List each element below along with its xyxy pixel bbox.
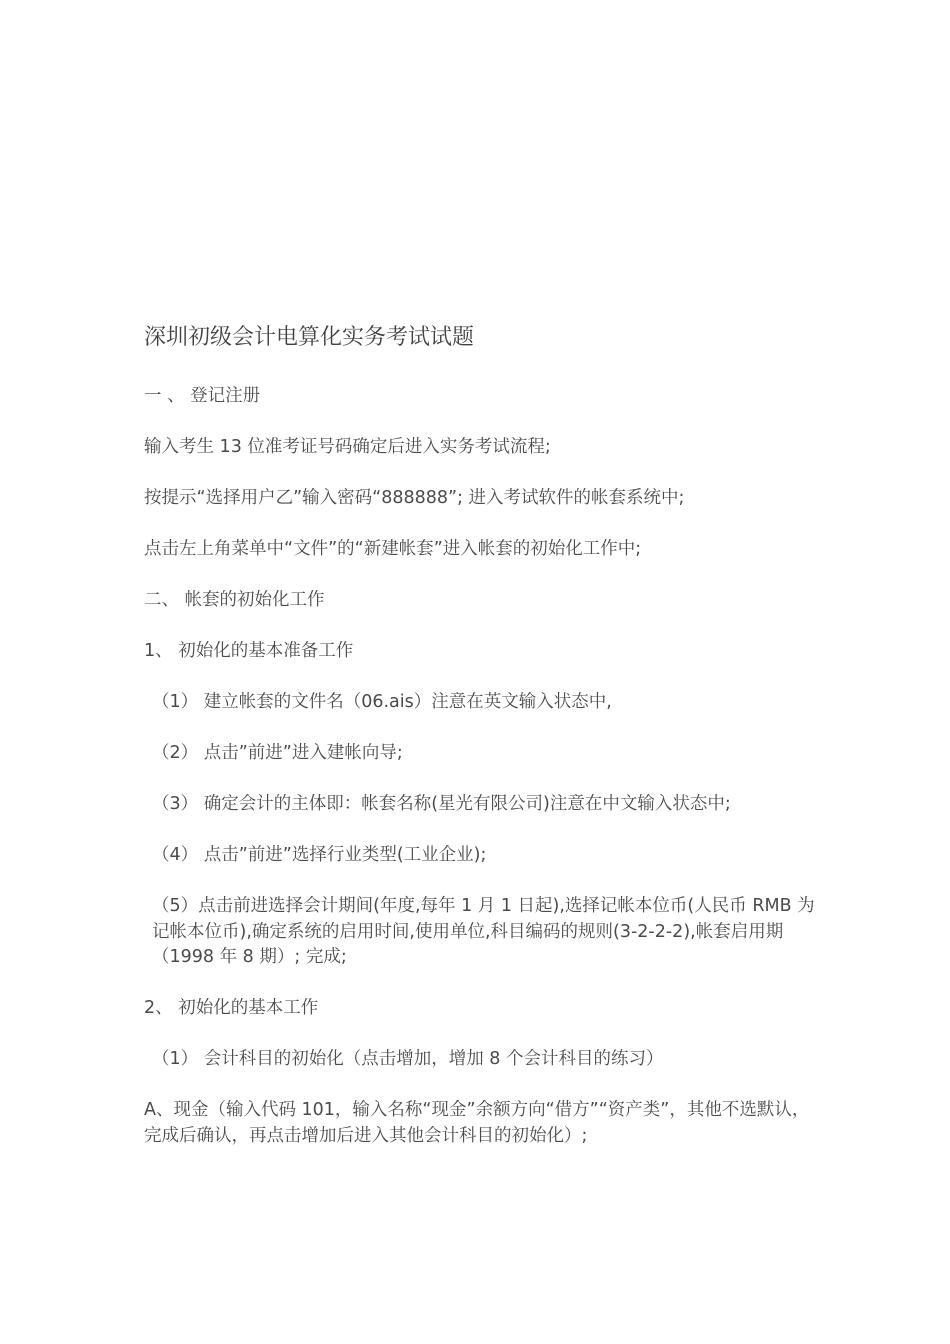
section-heading-registration: 一 、 登记注册 (144, 386, 261, 406)
step-5-accounting-period: （5）点击前进选择会计期间(年度,每年 1 月 1 日起),选择记帐本位币(人民币 RMB 为记帐本位币),确定系统的启用时间,使用单位,科目编码的规则(3-2-2-2),帐套启用期（1998 年 8 期）; 完成; (152, 896, 815, 967)
step-4-industry: （4） 点击”前进”选择行业类型(工业企业); (152, 845, 487, 865)
subheading-basic-work: 2、 初始化的基本工作 (144, 998, 319, 1018)
item-a-cash: A、现金（输入代码 101，输入名称“现金”余额方向“借方”“资产类”，其他不选默认，完成后确认，再点击增加后进入其他会计科目的初始化）; (144, 1100, 810, 1146)
paragraph-exam-number: 输入考生 13 位准考证号码确定后进入实务考试流程; (144, 437, 551, 457)
paragraph-password: 按提示“选择用户乙”输入密码“888888”; 进入考试软件的帐套系统中; (144, 488, 685, 508)
document-body (144, 320, 824, 1175)
step-1-filename: （1） 建立帐套的文件名（06.ais）注意在英文输入状态中, (152, 692, 612, 712)
paragraph-new-account-set: 点击左上角菜单中“文件”的“新建帐套”进入帐套的初始化工作中; (144, 539, 642, 559)
step-3-entity: （3） 确定会计的主体即：帐套名称(星光有限公司)注意在中文输入状态中; (152, 794, 731, 814)
step-2-forward: （2） 点击”前进”进入建帐向导; (152, 743, 403, 763)
subheading-basic-preparation: 1、 初始化的基本准备工作 (144, 641, 354, 661)
section-heading-initialization: 二、 帐套的初始化工作 (144, 590, 325, 610)
step-1-account-subjects: （1） 会计科目的初始化（点击增加，增加 8 个会计科目的练习） (152, 1049, 664, 1069)
document-title: 深圳初级会计电算化实务考试试题 (144, 325, 475, 350)
